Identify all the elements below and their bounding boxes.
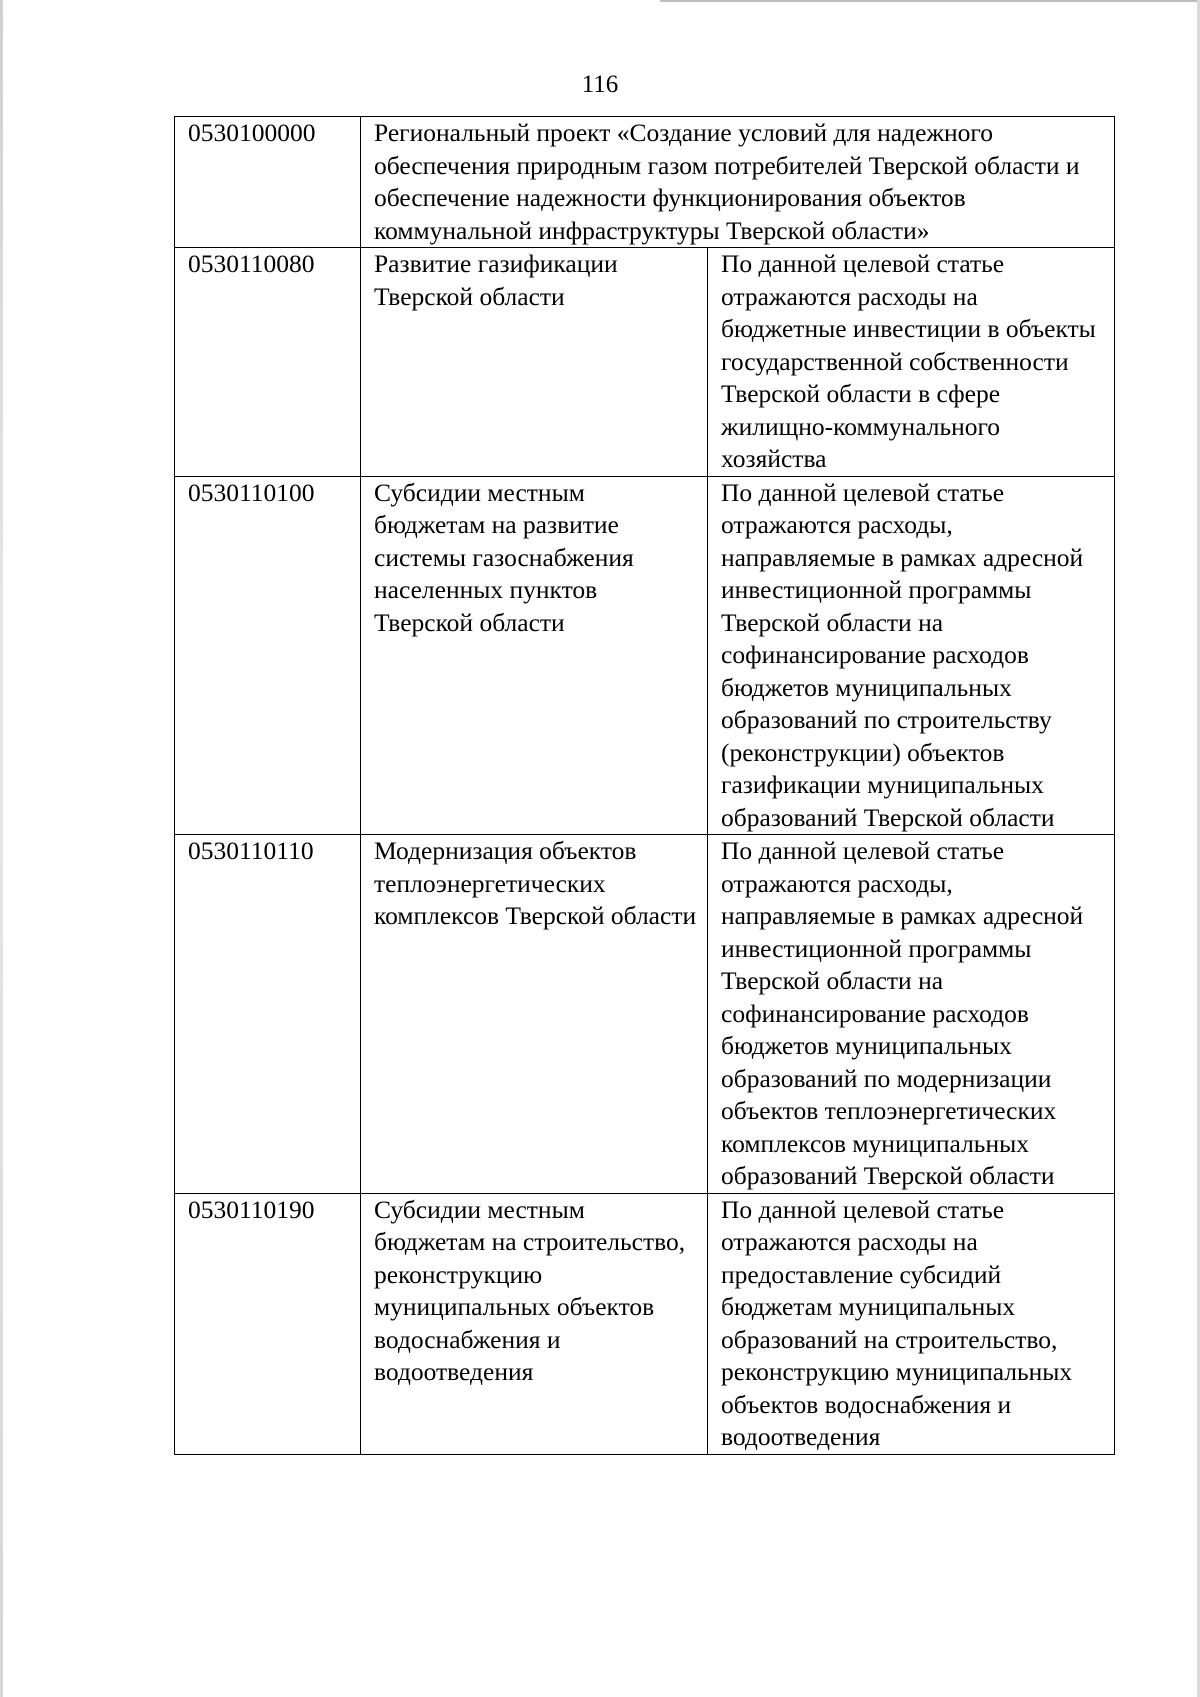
code-cell: 0530100000	[175, 117, 361, 248]
description-cell: По данной целевой статье отражаются расходы, направляемые в рамках адресной инвестиционной программы Тверской области на софинансирование расходов бюджетов муниципальных образований по строительству (реконструкции) объектов газификации муниципальных образований Тверской области	[708, 476, 1115, 835]
scan-edge-top	[660, 0, 1200, 2]
table-row	[175, 248, 1115, 477]
name-cell: Субсидии местным бюджетам на строительство, реконструкцию муниципальных объектов водоснабжения и водоотведения	[361, 1193, 708, 1454]
name-cell: Субсидии местным бюджетам на развитие системы газоснабжения населенных пунктов Тверской области	[361, 476, 708, 835]
project-title-cell: Региональный проект «Создание условий для надежного обеспечения природным газом потребителей Тверской области и обеспечение надежности функционирования объектов коммунальной инфраструктуры Тверской области»	[361, 117, 1115, 248]
page-number: 116	[581, 71, 619, 98]
description-cell: По данной целевой статье отражаются расходы на бюджетные инвестиции в объекты государственной собственности Тверской области в сфере жилищно-коммунального хозяйства	[708, 248, 1115, 477]
table-row	[175, 835, 1115, 1194]
table-row	[175, 1193, 1115, 1454]
table-row	[175, 476, 1115, 835]
table-row-project	[175, 117, 1115, 248]
description-cell: По данной целевой статье отражаются расходы на предоставление субсидий бюджетам муниципальных образований на строительство, реконструкцию муниципальных объектов водоснабжения и водоотведения	[708, 1193, 1115, 1454]
code-cell: 0530110110	[175, 835, 361, 1194]
name-cell: Модернизация объектов теплоэнергетических комплексов Тверской области	[361, 835, 708, 1194]
description-cell: По данной целевой статье отражаются расходы, направляемые в рамках адресной инвестиционной программы Тверской области на софинансирование расходов бюджетов муниципальных образований по модернизации объектов теплоэнергетических комплексов муниципальных образований Тверской области	[708, 835, 1115, 1194]
name-cell: Развитие газификации Тверской области	[361, 248, 708, 477]
code-cell: 0530110080	[175, 248, 361, 477]
code-cell: 0530110190	[175, 1193, 361, 1454]
budget-classification-table	[174, 116, 1115, 1455]
scan-edge-left	[0, 0, 3, 1697]
code-cell: 0530110100	[175, 476, 361, 835]
